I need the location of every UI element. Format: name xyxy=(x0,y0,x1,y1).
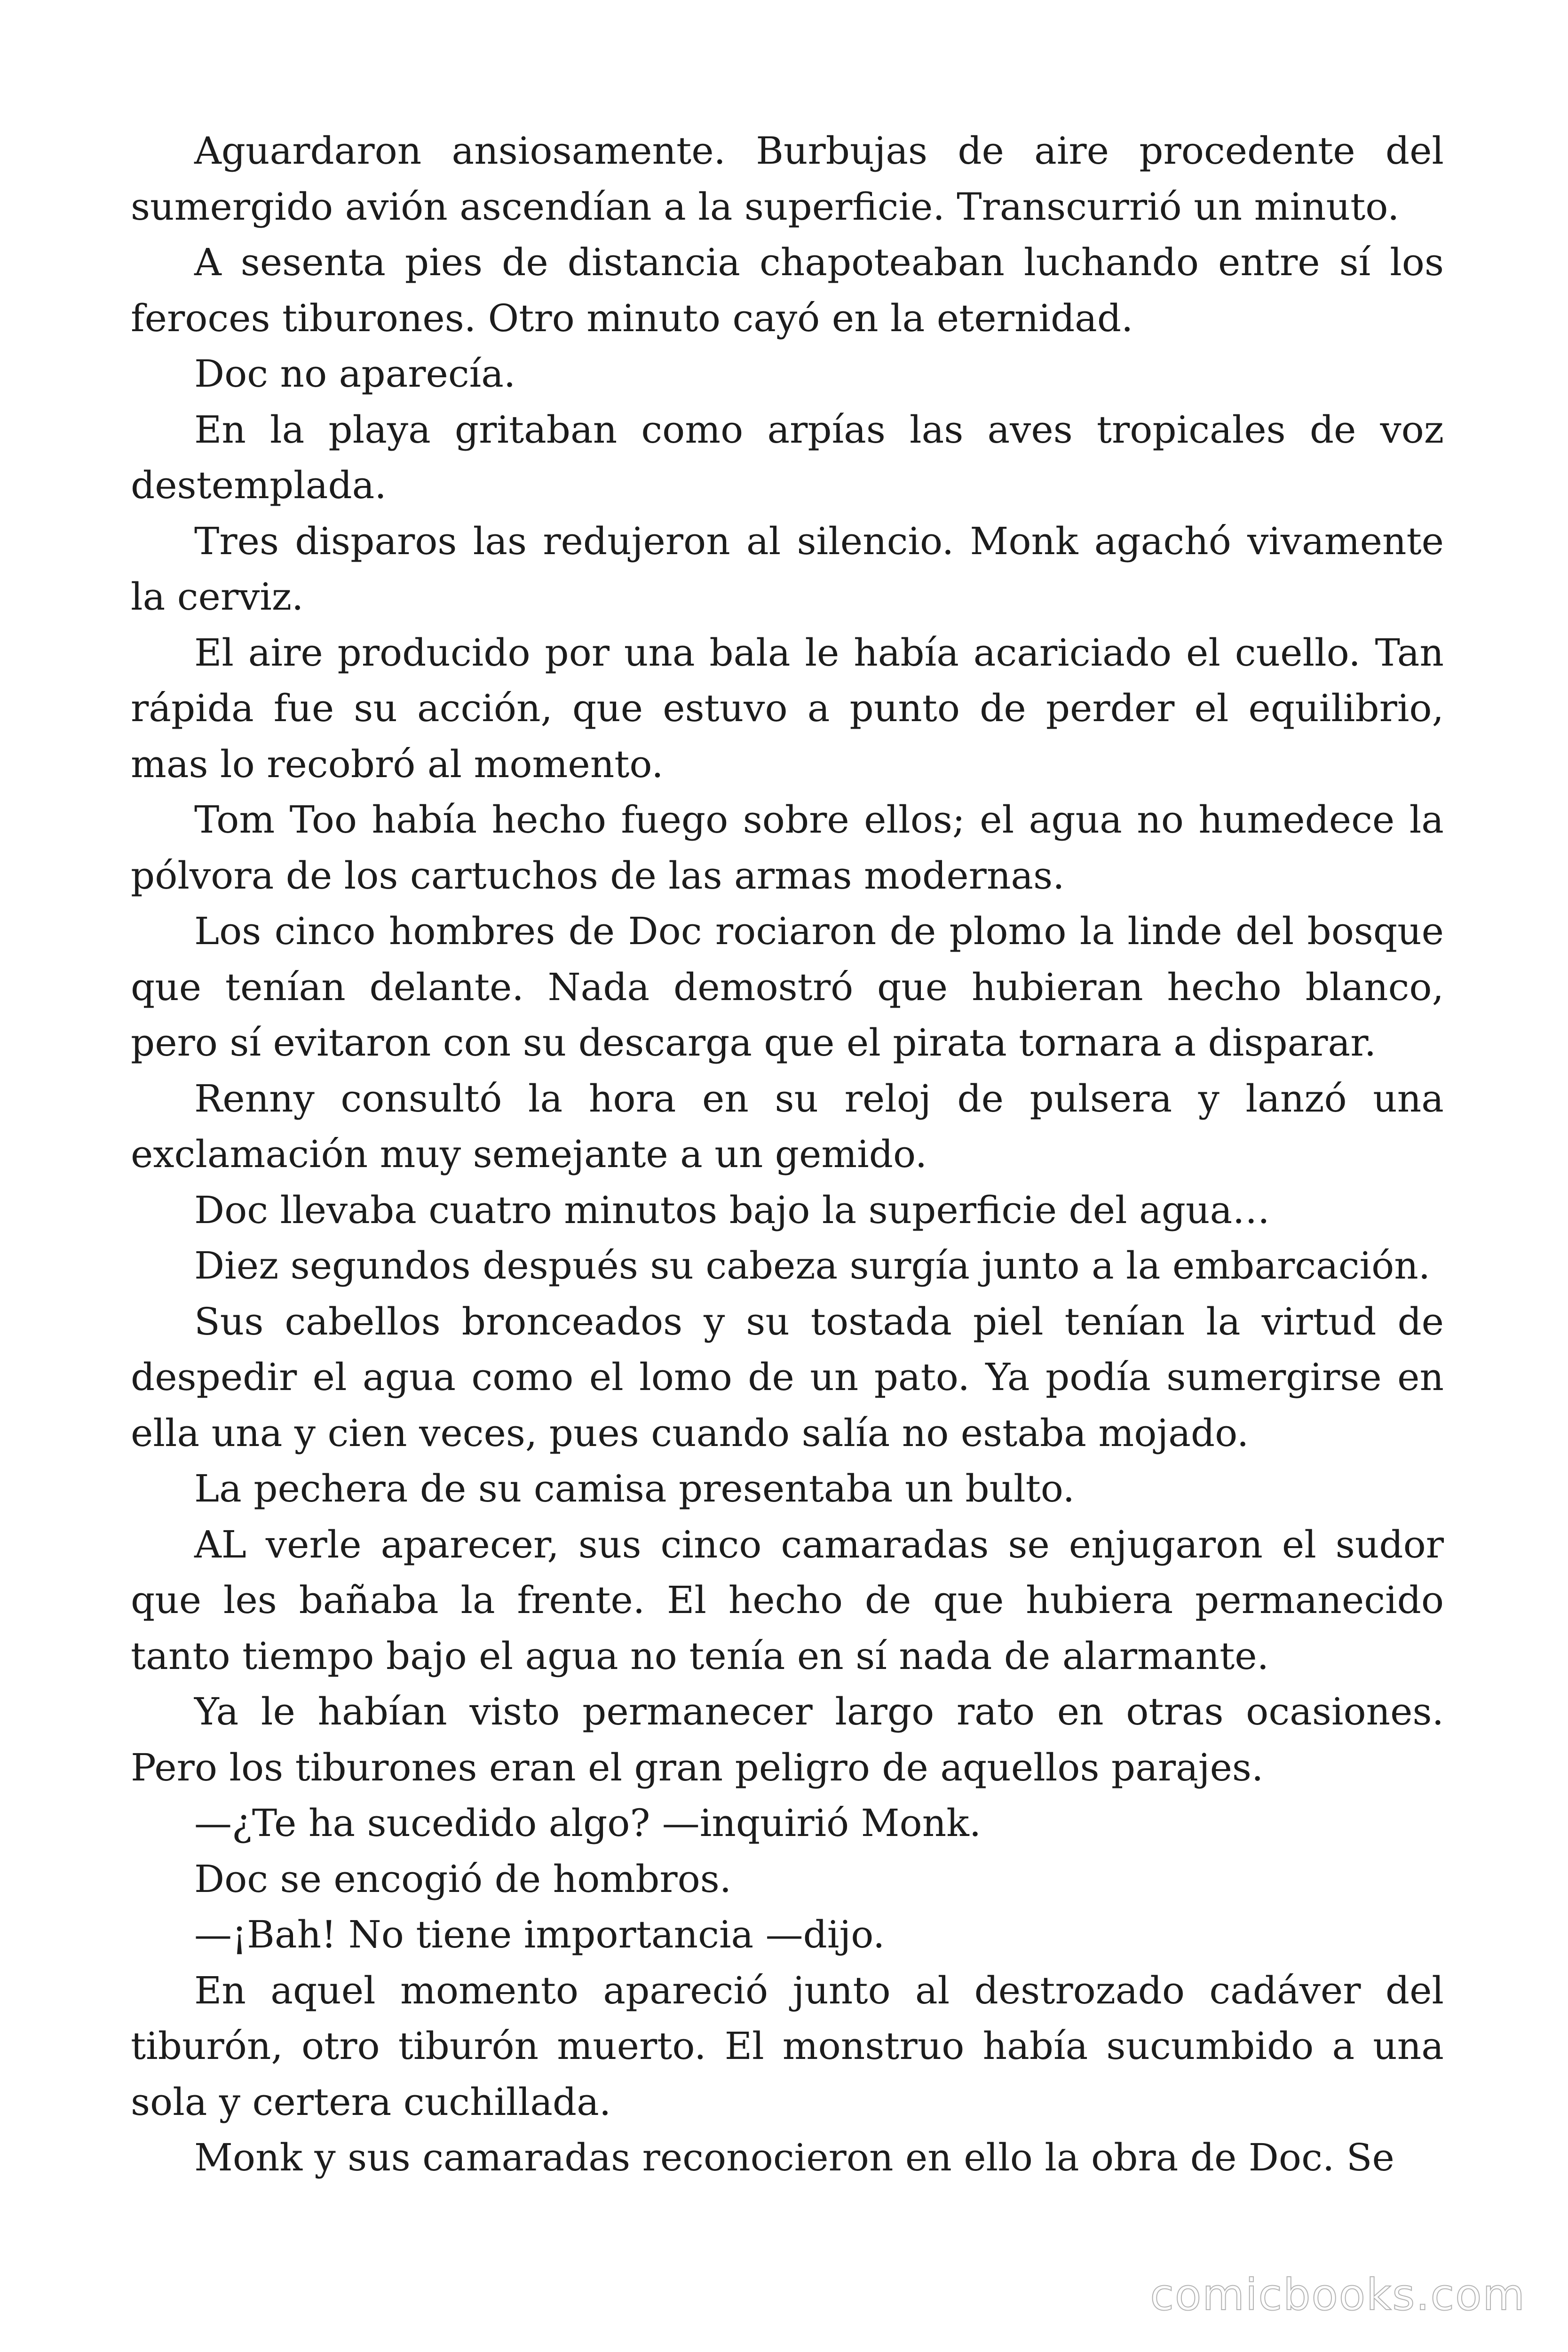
paragraph: Renny consultó la hora en su reloj de pulsera y lanzó una exclamación muy semejante a un gemido. xyxy=(131,1076,1444,1176)
paragraph: El aire producido por una bala le había acariciado el cuello. Tan rápida fue su acción, que estuvo a punto de perder el equilibrio, mas lo recobró al momento. xyxy=(131,630,1444,786)
paragraph: Doc no aparecía. xyxy=(194,352,516,396)
paragraph: Tres disparos las redujeron al silencio. Monk agachó vivamente la cerviz. xyxy=(131,519,1444,619)
paragraph: AL verle aparecer, sus cinco camaradas se enjugaron el sudor que les bañaba la frente. El hecho de que hubiera permanecido tanto tiempo bajo el agua no tenía en sí nada de alarmante. xyxy=(131,1522,1444,1678)
paragraph: En la playa gritaban como arpías las aves tropicales de voz destemplada. xyxy=(131,407,1444,507)
paragraph: Monk y sus camaradas reconocieron en ello la obra de Doc. Se xyxy=(194,2136,1394,2179)
paragraph: Tom Too había hecho fuego sobre ellos; el agua no humedece la pólvora de los cartuchos de las armas modernas. xyxy=(131,798,1444,898)
paragraph: Los cinco hombres de Doc rociaron de plomo la linde del bosque que tenían delante. Nada demostró que hubieran hecho blanco, pero sí evitaron con su descarga que el pirata tornara a disparar. xyxy=(131,909,1444,1065)
paragraph: Doc se encogió de hombros. xyxy=(194,1857,732,1901)
paragraph: Aguardaron ansiosamente. Burbujas de aire procedente del sumergido avión ascendían a la superficie. Transcurrió un minuto. xyxy=(131,129,1444,229)
paragraph: —¿Te ha sucedido algo? —inquirió Monk. xyxy=(194,1801,982,1845)
paragraph: Doc llevaba cuatro minutos bajo la superficie del agua… xyxy=(194,1188,1270,1232)
paragraph: En aquel momento apareció junto al destrozado cadáver del tiburón, otro tiburón muerto. El monstruo había sucumbido a una sola y certera cuchillada. xyxy=(131,1968,1444,2124)
page-body xyxy=(131,123,1444,2186)
paragraph: Diez segundos después su cabeza surgía junto a la embarcación. xyxy=(194,1244,1431,1287)
paragraph: Sus cabellos bronceados y su tostada piel tenían la virtud de despedir el agua como el lomo de un pato. Ya podía sumergirse en ella una y cien veces, pues cuando salía no estaba mojado. xyxy=(131,1299,1444,1455)
watermark: comicbooks.com xyxy=(1150,2270,1526,2320)
paragraph: —¡Bah! No tiene importancia —dijo. xyxy=(194,1913,885,1956)
paragraph: Ya le habían visto permanecer largo rato en otras ocasiones. Pero los tiburones eran el gran peligro de aquellos parajes. xyxy=(131,1690,1444,1789)
paragraph: La pechera de su camisa presentaba un bulto. xyxy=(194,1467,1075,1510)
paragraph: A sesenta pies de distancia chapoteaban luchando entre sí los feroces tiburones. Otro minuto cayó en la eternidad. xyxy=(131,240,1444,340)
